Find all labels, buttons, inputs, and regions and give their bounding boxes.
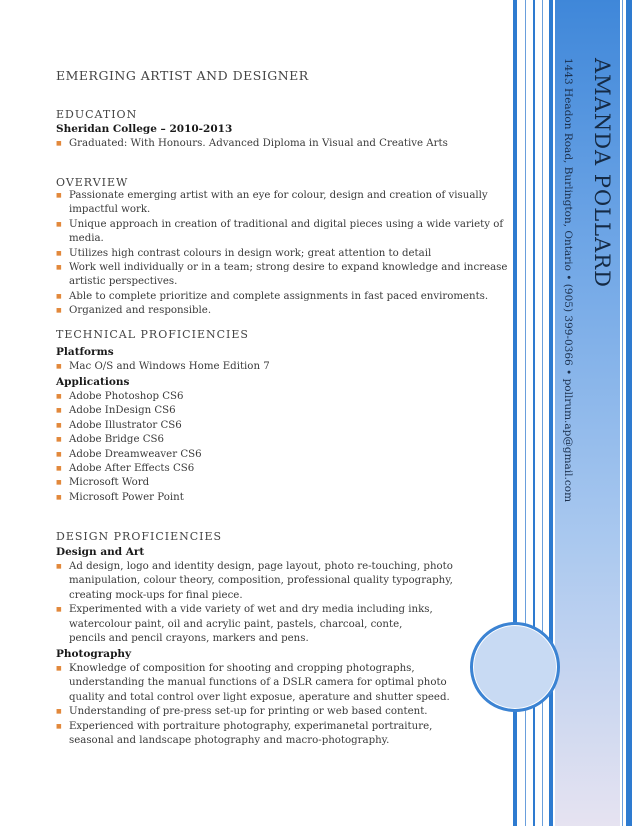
- design-art-label: Design and Art: [56, 546, 145, 558]
- school-name: Sheridan College – 2010-2013: [56, 123, 233, 135]
- overview-list: [56, 189, 511, 319]
- contact-info: 1443 Headon Road, Burlington, Ontario • (905) 399-0366 • pollrum.ap@gmail.com: [562, 58, 574, 503]
- photography-label: Photography: [56, 648, 132, 660]
- list-item: ■ Ad design, logo and identity design, page layout, photo re-touching, photo manipulation, colour theory, composition, professional quality typography, creating mock-ups for final piece.: [56, 560, 496, 603]
- applicant-name: AMANDA POLLARD: [590, 58, 614, 288]
- divider-line: [622, 0, 623, 826]
- list-item: ■ Utilizes high contrast colours in design work; great attention to detail: [56, 247, 511, 261]
- platforms-label: Platforms: [56, 346, 114, 358]
- list-item: ■ Adobe Photoshop CS6: [56, 390, 202, 404]
- photography-list: [56, 662, 466, 748]
- education-list: [56, 137, 448, 151]
- design-art-list: [56, 560, 496, 646]
- overview-heading: OVERVIEW: [56, 176, 129, 189]
- platforms-list: [56, 360, 270, 374]
- list-item: ■ Knowledge of composition for shooting and cropping photographs, understanding the manual functions of a DSLR camera for optimal photo quality and total control over light exposue, aperature and shutter speed.: [56, 662, 466, 705]
- list-item: ■ Graduated: With Honours. Advanced Diploma in Visual and Creative Arts: [56, 137, 448, 151]
- education-heading: EDUCATION: [56, 108, 138, 121]
- list-item: ■ Organized and responsible.: [56, 304, 511, 318]
- list-item: ■ Experienced with portraiture photography, experimanetal portraiture, seasonal and landscape photography and macro-photography.: [56, 720, 466, 749]
- list-item: ■ Adobe Dreamweaver CS6: [56, 448, 202, 462]
- technical-heading: TECHNICAL PROFICIENCIES: [56, 328, 249, 341]
- list-item: ■ Understanding of pre-press set-up for printing or web based content.: [56, 705, 466, 719]
- applications-list: [56, 390, 202, 505]
- list-item: ■ Adobe Bridge CS6: [56, 433, 202, 447]
- list-item: ■ Adobe InDesign CS6: [56, 404, 202, 418]
- divider-line: [549, 0, 553, 826]
- list-item: ■ Microsoft Power Point: [56, 491, 202, 505]
- list-item: ■ Unique approach in creation of traditional and digital pieces using a wide variety of media.: [56, 218, 511, 247]
- list-item: ■ Microsoft Word: [56, 476, 202, 490]
- divider-line: [626, 0, 632, 826]
- list-item: ■ Adobe After Effects CS6: [56, 462, 202, 476]
- list-item: ■ Mac O/S and Windows Home Edition 7: [56, 360, 270, 374]
- applications-label: Applications: [56, 376, 130, 388]
- list-item: ■ Adobe Illustrator CS6: [56, 419, 202, 433]
- list-item: ■ Passionate emerging artist with an eye for colour, design and creation of visually impactful work.: [56, 189, 511, 218]
- list-item: ■ Experimented with a vide variety of wet and dry media including inks, watercolour paint, oil and acrylic paint, pastels, charcoal, conte, pencils and pencil crayons, markers and pens.: [56, 603, 496, 646]
- list-item: ■ Work well individually or in a team; strong desire to expand knowledge and increase artistic perspectives.: [56, 261, 511, 290]
- list-item: ■ Able to complete prioritize and complete assignments in fast paced enviroments.: [56, 290, 511, 304]
- design-heading: DESIGN PROFICIENCIES: [56, 530, 223, 543]
- resume-title: EMERGING ARTIST AND DESIGNER: [56, 68, 309, 83]
